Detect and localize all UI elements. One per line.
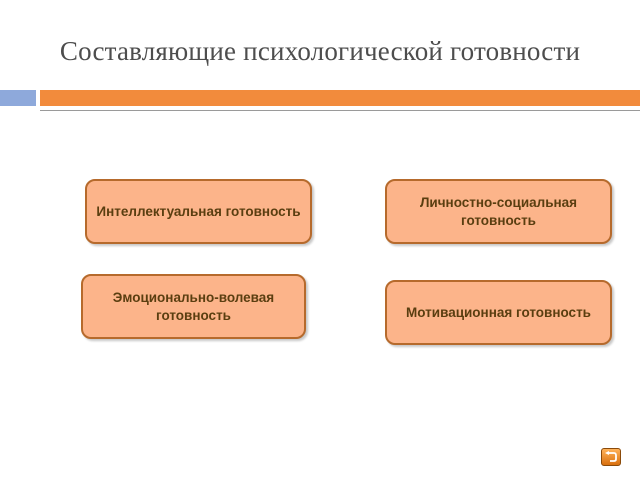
slide-title: Составляющие психологической готовности — [59, 36, 581, 66]
node-label: Мотивационная готовность — [406, 304, 591, 320]
accent-band-left — [0, 90, 36, 106]
title-divider — [40, 110, 640, 111]
node-personal-social-readiness — [385, 179, 612, 244]
node-motivational-readiness — [385, 280, 612, 345]
node-emotional-volitional-readiness — [81, 274, 306, 339]
node-label: Эмоционально-волевая готовность — [112, 289, 275, 323]
node-label: Интеллектуальная готовность — [96, 203, 301, 219]
node-label: Личностно-социальная готовность — [419, 194, 578, 228]
return-button[interactable] — [601, 448, 621, 466]
node-intellectual-readiness — [85, 179, 312, 244]
accent-band-right — [40, 90, 640, 106]
return-arrow-icon — [604, 451, 618, 463]
